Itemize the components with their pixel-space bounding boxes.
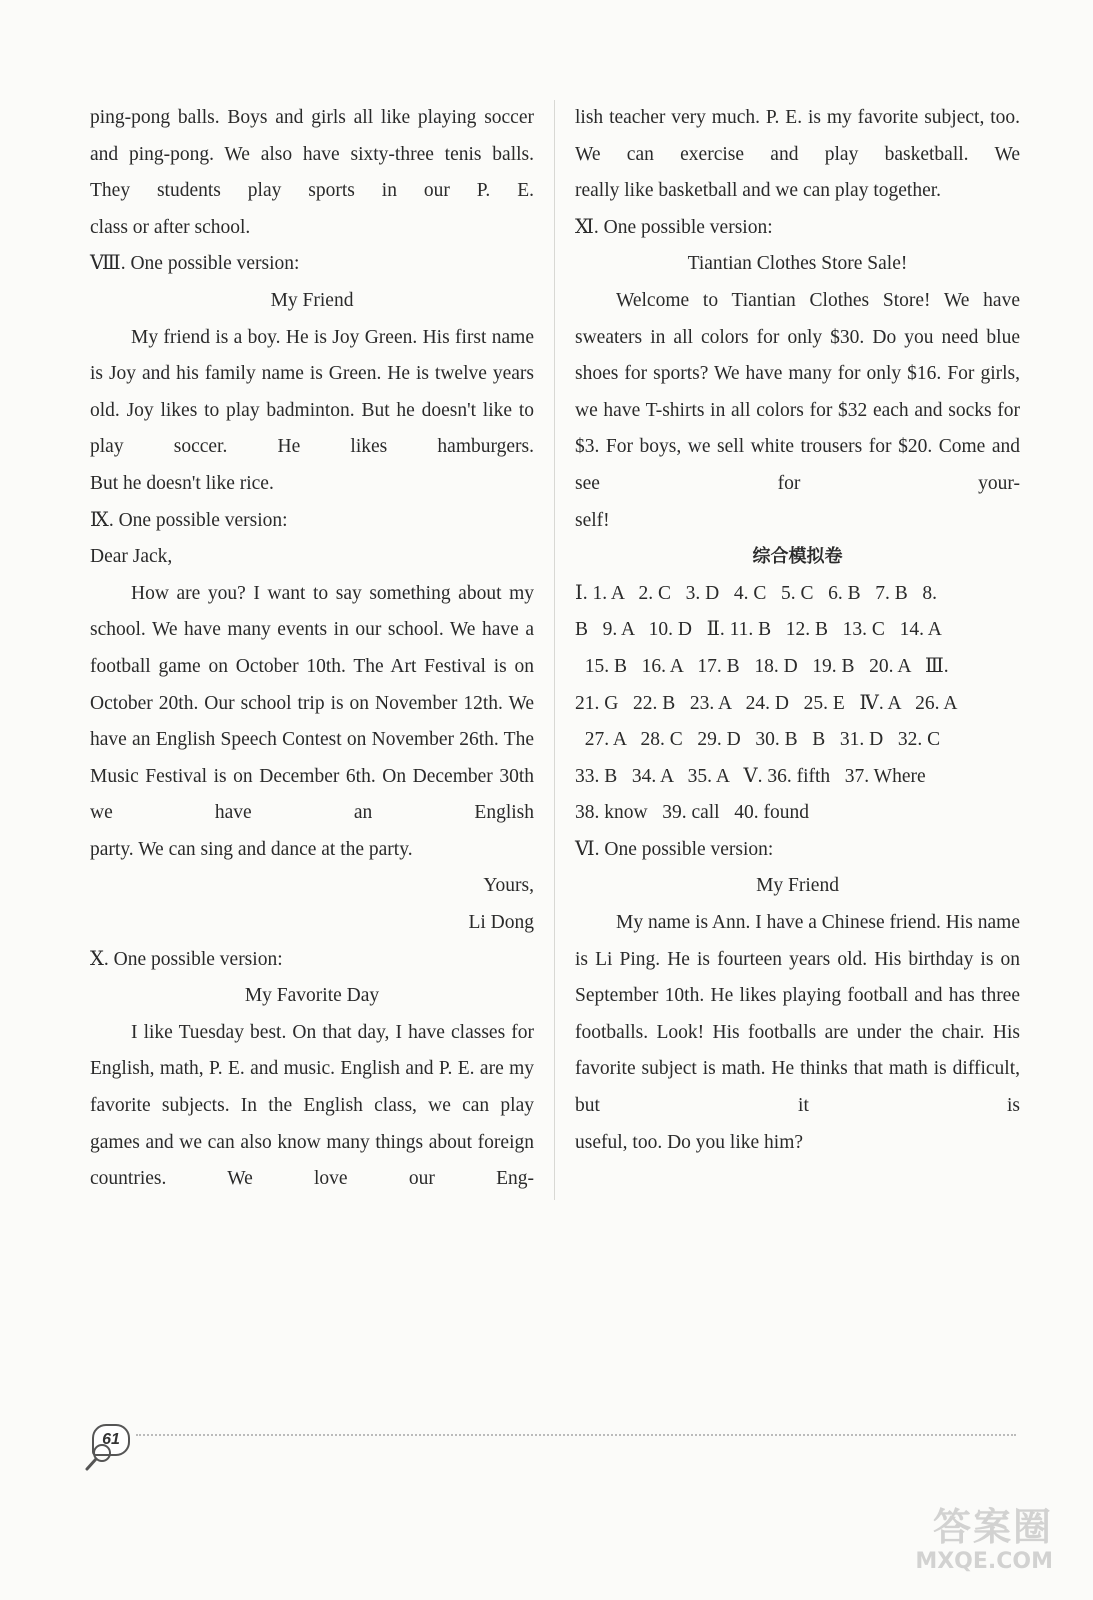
section-heading-viii: Ⅷ. One possible version: xyxy=(90,253,300,275)
essay-title: My Friend xyxy=(270,289,354,311)
section-heading-xi: Ⅺ. One possible version: xyxy=(575,216,773,238)
paragraph-end: party. We can sing and dance at the party. xyxy=(90,838,413,860)
section-title: 综合模拟卷 xyxy=(752,546,843,568)
answer-line: B 9. A 10. D Ⅱ. 11. B 12. B 13. C 14. A xyxy=(575,619,942,641)
paragraph: Welcome to Tiantian Clothes Store! We have sweaters in all colors for only $30. Do you need blue shoes for sports? We have many for only $16. For girls, we have T-shirts in all colors for $32 each and socks for $3. For boys, we sell white trousers for $20. Come and see for your- xyxy=(575,289,1020,494)
answer-line: 33. B 34. A 35. A Ⅴ. 36. fifth 37. Where xyxy=(575,765,926,787)
paragraph: My friend is a boy. He is Joy Green. His first name is Joy and his family name is Green. He is twelve years old. Joy likes to play badminton. But he doesn't like to play soccer. He likes hamburgers. xyxy=(90,326,534,458)
right-column xyxy=(575,100,1020,1161)
answer-line: 27. A 28. C 29. D 30. B B 31. D 32. C xyxy=(575,729,941,751)
paragraph: lish teacher very much. P. E. is my favorite subject, too. We can exercise and play basketball. We xyxy=(575,107,1020,165)
answer-line: 15. B 16. A 17. B 18. D 19. B 20. A Ⅲ. xyxy=(575,655,949,677)
essay-title: My Friend xyxy=(756,875,839,897)
page-number: 61 xyxy=(92,1424,130,1456)
answer-line: Ⅰ. 1. A 2. C 3. D 4. C 5. C 6. B 7. B 8. xyxy=(575,582,937,604)
essay-title: Tiantian Clothes Store Sale! xyxy=(687,253,908,275)
footer-rule xyxy=(136,1434,1016,1436)
column-divider xyxy=(554,100,555,1200)
watermark xyxy=(873,1505,1053,1585)
paragraph: My name is Ann. I have a Chinese friend. His name is Li Ping. He is fourteen years old. His birthday is on September 10th. He likes playing football and has three footballs. Look! His footballs are under the chair. His favorite subject is math. He thinks that math is difficult, but it is xyxy=(575,912,1020,1117)
paragraph: I like Tuesday best. On that day, I have classes for English, math, P. E. and music. English and P. E. are my favorite subjects. In the English class, we can play games and we can also know many things about foreign countries. We love our Eng- xyxy=(90,1021,534,1190)
paragraph: How are you? I want to say something about my school. We have many events in our school. We have a football game on October 10th. The Art Festival is on October 20th. Our school trip is on November 12th. We have an English Speech Contest on November 26th. The Music Festival is on December 6th. On December 30th we have an English xyxy=(90,582,534,824)
answer-line: 38. know 39. call 40. found xyxy=(575,802,809,824)
paragraph-end: useful, too. Do you like him? xyxy=(575,1131,804,1153)
paragraph: ping-pong balls. Boys and girls all like playing soccer and ping-pong. We also have sixty-three tenis balls. They students play sports in our P. E. xyxy=(90,107,534,202)
left-column xyxy=(90,100,534,1198)
section-heading-vi: Ⅵ. One possible version: xyxy=(575,838,774,860)
paragraph-end: really like basketball and we can play together. xyxy=(575,180,942,202)
paragraph-end: self! xyxy=(575,509,610,531)
paragraph-end: But he doesn't like rice. xyxy=(90,472,274,494)
watermark-logo: 答案圈 xyxy=(932,1505,1053,1549)
letter-signature: Li Dong xyxy=(468,912,534,934)
magnifier-icon xyxy=(84,1442,114,1472)
watermark-url: MXQE.COM xyxy=(915,1549,1053,1574)
paragraph-end: class or after school. xyxy=(90,216,251,238)
essay-title: My Favorite Day xyxy=(244,985,380,1007)
letter-closing: Yours, xyxy=(483,875,534,897)
section-heading-ix: Ⅸ. One possible version: xyxy=(90,509,288,531)
answer-line: 21. G 22. B 23. A 24. D 25. E Ⅳ. A 26. A xyxy=(575,692,958,714)
letter-greeting: Dear Jack, xyxy=(90,546,173,568)
page-footer xyxy=(84,1424,1024,1474)
section-heading-x: Ⅹ. One possible version: xyxy=(90,948,283,970)
